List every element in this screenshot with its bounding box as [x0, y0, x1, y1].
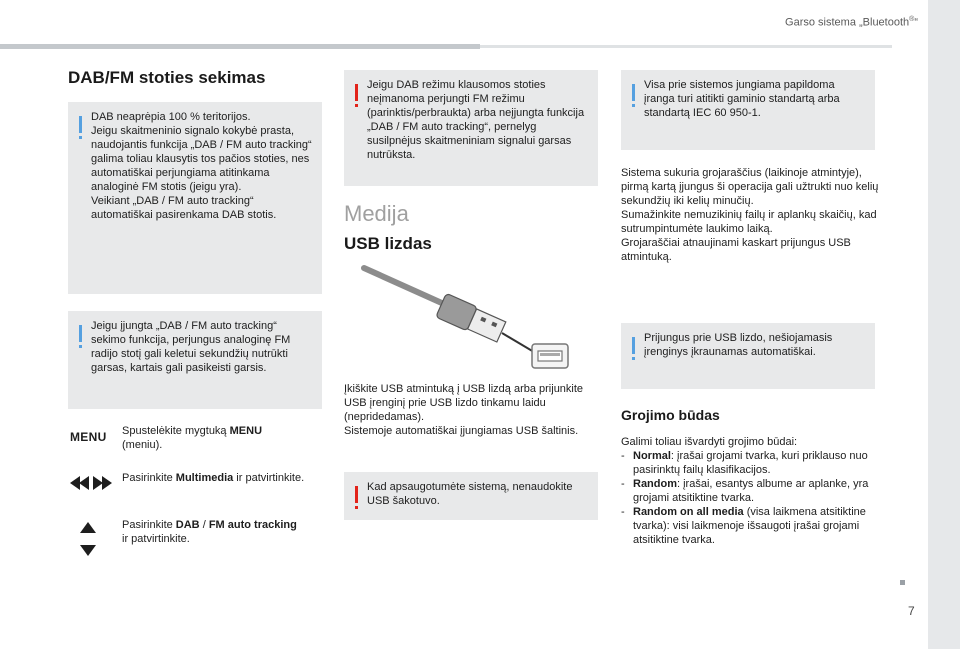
warning-box-usb-hub — [344, 472, 598, 520]
usb-port-icon — [532, 344, 568, 368]
page-number: 7 — [908, 604, 915, 618]
info-box-dab-coverage — [68, 102, 322, 294]
info-mark-icon — [79, 325, 82, 342]
page-edge-strip — [928, 0, 960, 649]
section-title-dab-fm: DAB/FM stoties sekimas — [68, 68, 266, 87]
page-marker — [900, 580, 905, 585]
info-box-auto-tracking — [68, 311, 322, 409]
left-right-arrows-icon — [70, 476, 112, 490]
list-item: - Random on all media (visa laikmena atsitiktine tvarka): visi laikmenoje išsaugoti įrašai grojami atsitiktine tvarka. — [621, 505, 881, 547]
menu-button-icon: MENU — [70, 430, 107, 444]
warning-box-no-fm — [344, 70, 598, 186]
usb-stick-illustration — [344, 258, 574, 376]
info-text-charging: Prijungus prie USB lizdo, nešiojamasis įrenginys įkraunamas automatiškai. — [644, 332, 833, 358]
playlist-paragraph: Sistema sukuria grojaraščius (laikinoje atmintyje), pirmą kartą įjungus ši operacija gali užtrukti nuo kelių sekundžių iki kelių minučių. Sumažinkite nemuzikinių failų ir aplankų skaičių, kad sutrumpintumėte laukimo laiką. Grojaraščiai atnaujinami kaskart prijungus USB atmintuką. — [621, 167, 879, 263]
warning-mark-icon — [355, 486, 358, 503]
info-text-dab-coverage: DAB neaprėpia 100 % teritorijos. Jeigu skaitmeninio signalo kokybė prasta, naudojantis funkcija „DAB / FM auto tracking“ galima toliau klausytis tos pačios stoties, nes automatiškai perjungiama atitinkama analoginė FM stotis (jeigu yra). Veikiant „DAB / FM auto tracking“ automatiškai pasirenkama DAB stotis. — [91, 111, 312, 221]
info-text-iec-standard: Visa prie sistemos jungiama papildoma įranga turi atitikti gaminio standartą arba standartą IEC 60 950-1. — [644, 79, 840, 119]
step-menu: Spustelėkite mygtuką MENU (meniu). — [122, 425, 263, 451]
header-rule-light — [480, 45, 892, 48]
warning-text-usb-hub: Kad apsaugotumėte sistemą, nenaudokite USB šakotuvo. — [367, 481, 573, 507]
warning-text-no-fm: Jeigu DAB režimu klausomos stoties neįmanoma perjungti FM režimu (parinktis/perbraukta) arba neįjungta funkcija „DAB / FM auto tracking“, pernelyg susilpnėjus skaitmeniniam signalui garsas nutrūksta. — [367, 79, 585, 161]
warning-mark-icon — [355, 84, 358, 101]
header-rule — [0, 44, 480, 49]
chapter-title: Garso sistema „Bluetooth®“ — [785, 16, 918, 29]
info-mark-icon — [632, 84, 635, 101]
play-modes-intro: Galimi toliau išvardyti grojimo būdai: — [621, 436, 798, 448]
section-title-media: Medija — [344, 201, 409, 226]
up-down-arrows-icon — [80, 522, 96, 556]
play-modes-list — [621, 449, 881, 547]
info-box-charging — [621, 323, 875, 389]
info-mark-icon — [79, 116, 82, 133]
subsection-title-play-modes: Grojimo būdas — [621, 407, 720, 423]
list-item: - Random: įrašai, esantys albume ar aplanke, yra grojami atsitiktine tvarka. — [621, 477, 881, 505]
usb-instructions: Įkiškite USB atmintuką į USB lizdą arba prijunkite USB įrenginį prie USB lizdo tinkamu laidu (nepridedamas). Sistemoje automatiškai įjungiamas USB šaltinis. — [344, 383, 584, 437]
list-item: - Normal: įrašai grojami tvarka, kuri priklauso nuo pasirinktų failų klasifikacijos. — [621, 449, 881, 477]
info-text-auto-tracking: Jeigu įjungta „DAB / FM auto tracking“ sekimo funkcija, perjungus analoginę FM radijo stotį gali keletui sekundžių nutrūkti garsas, kartais gali pasikeisti garsis. — [91, 320, 291, 374]
info-mark-icon — [632, 337, 635, 354]
info-box-iec-standard — [621, 70, 875, 150]
step-multimedia: Pasirinkite Multimedia ir patvirtinkite. — [122, 472, 305, 484]
step-dab-fm: Pasirinkite DAB / FM auto tracking ir patvirtinkite. — [122, 519, 297, 545]
subsection-title-usb: USB lizdas — [344, 234, 432, 253]
